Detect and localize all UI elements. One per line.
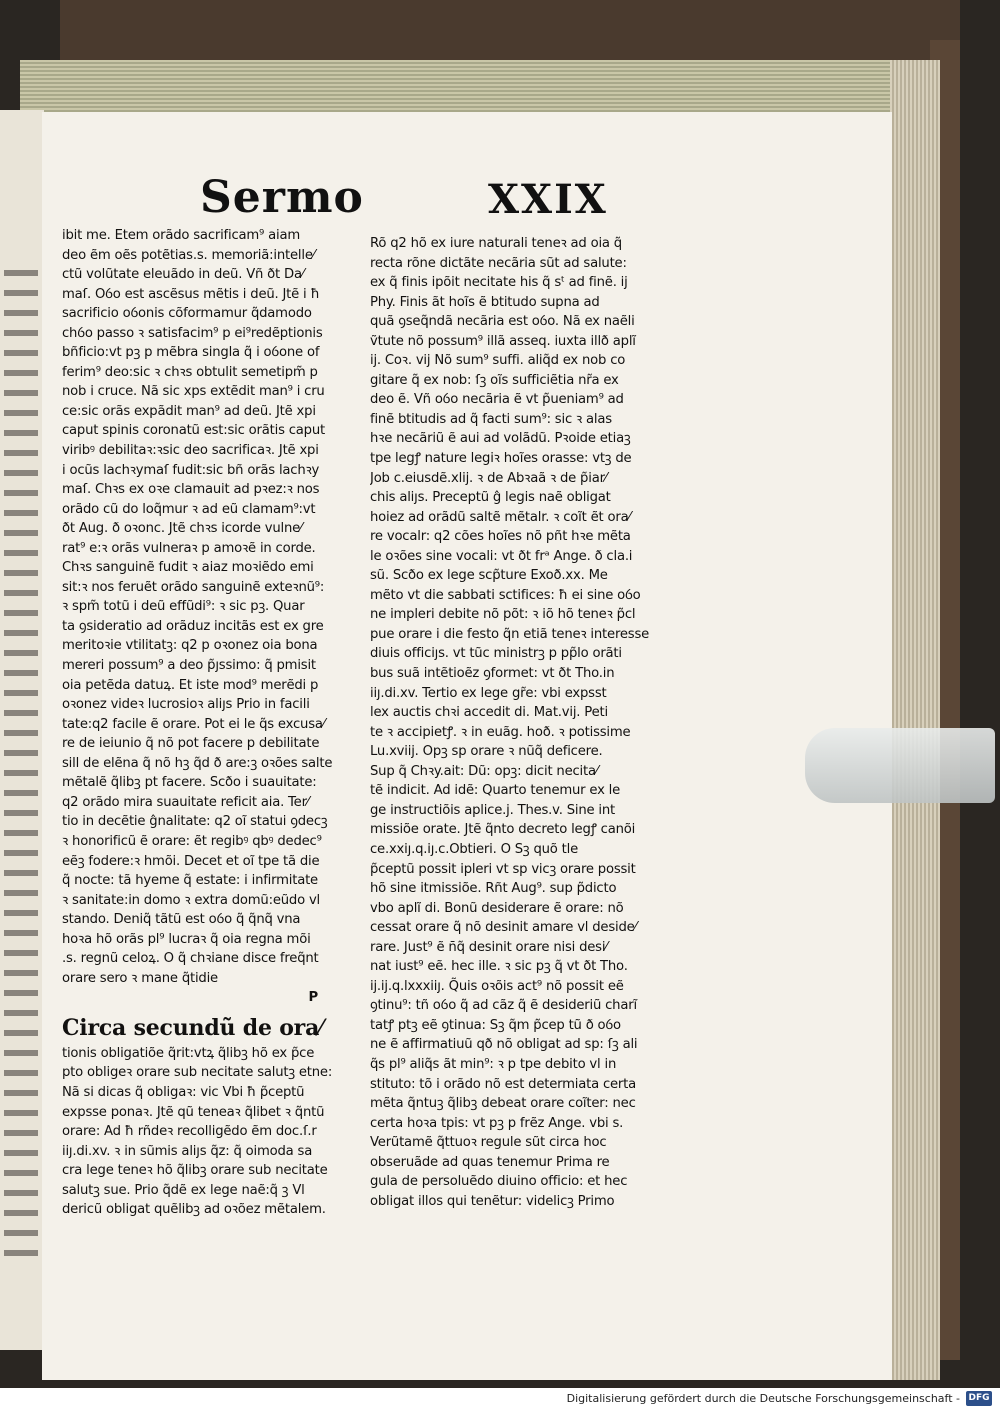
text-line: maſ. Oỽo est ascẽsus mẽtis i deũ. Jtẽ i ħ [62,286,320,302]
text-line: Lu.xviij. Opꝫ sp orare ꝛ nũq̃ deficere. [370,744,603,760]
text-line: tpe legꝭ nature legiꝛ hoĩes orasse: vtꝫ de [370,451,632,467]
text-line: ne ẽ affirmatiuũ qð nõ obligat ad sp: ſꝫ ali [370,1037,638,1053]
text-line: gula de persoluẽdo diuino officio: et hec [370,1174,628,1190]
text-line: sacrificio oỽonis cõformamur q̃damodo [62,306,312,322]
right-column-lines [370,234,700,1211]
text-line: tẽ indicit. Ad idẽ: Quarto tenemur ex le [370,783,621,799]
text-line: ꝛ spm̃ totũ i deũ effũdi⁹: ꝛ sic pꝫ. Quar [62,599,305,615]
text-line: ferim⁹ deo:sic ꝛ chꝛs obtulit semetipm̃ p [62,364,318,380]
text-line: Chꝛs sanguinẽ fudit ꝛ aiaz moꝛiẽdo emi [62,560,314,576]
text-line: stando. Deniq̃ tãtũ est oỽo q̃ q̃nq̃ vna [62,912,301,928]
pilcrow-mark [62,988,400,1008]
text-line: dericũ obligat quẽlibꝫ ad oꝛõez mẽtalem. [62,1202,326,1218]
text-line: ibit me. Etem orãdo sacrificam⁹ aiam [62,228,300,243]
page-top-edges [20,60,930,115]
left-column-bottom-lines [62,1044,400,1220]
text-line: p̃ceptũ possit ipleri vt sp vicꝫ orare possit [370,861,636,877]
text-line: ꝛ honorificũ ẽ orare: ẽt regibꝰ qbꝰ dedec⁹ [62,833,322,849]
text-line: iiȷ.di.xv. Tertio ex lege gr̃e: vbi expsst [370,685,607,701]
text-line: ta ꝯsideratio ad orãduz incitãs est ex gre [62,618,324,634]
footer-bar [0,1388,1000,1411]
text-line: viribꝰ debilitaꝛ:ꝛsic deo sacrificaꝛ. Jtẽ xpi [62,443,319,459]
header-sermo: Sermo [200,172,364,223]
text-line: sũ. Scðo ex lege scp̃ture Exoð.xx. Me [370,568,608,584]
text-line: sill de elẽna q̃ nõ hꝫ q̃d ð are:ꝫ oꝛões salte [62,755,333,771]
text-line: Rõ q2 hõ ex iure naturali teneꝛ ad oia q̃ [370,236,622,251]
text-line: Nã si dicas q̃ obligaꝛ: vic Vbi ħ p̃ceptũ [62,1084,305,1100]
text-line: ex q̃ finis ipõit necitate his q̃ sᵗ ad finẽ. ij [370,275,628,291]
text-line: Job c.eiusdẽ.xlij. ꝛ de Abꝛaã ꝛ de p̃iar⁄ [370,470,607,486]
text-line: le oꝛões sine vocali: vt ðt frᵃ Ange. ð cla.i [370,548,633,564]
dfg-logo: DFG [966,1391,992,1406]
text-line: obligat illos qui tenẽtur: videlicꝫ Primo [370,1193,615,1209]
text-line: hoꝛa hõ orãs pl⁹ lucraꝛ q̃ oia regna mõi [62,931,311,947]
section-heading: Circa secundũ de ora⁄ [62,1014,323,1041]
text-line: lex auctis chꝛi accedit di. Mat.vij. Peti [370,705,608,721]
text-line: finẽ btitudis ad q̃ facti sum⁹: sic ꝛ alas [370,411,612,427]
text-line: mẽta q̃ntuꝫ q̃libꝫ debeat orare coĩter: nec [370,1096,636,1112]
text-line: q̃ nocte: tã hyeme q̃ estate: i infirmitate [62,873,318,889]
text-line: q2 orãdo mira suauitate reficit aia. Ter⁄ [62,794,309,810]
text-line: obseruãde ad quas tenemur Prima re [370,1154,610,1170]
left-page-text-fragment [4,270,38,1270]
text-line: ce:sic orãs expãdit man⁹ ad deũ. Jtẽ xpi [62,403,316,419]
text-line: ce.xxiȷ.q.iȷ.c.Obtieri. O Sꝫ quõ tle [370,841,578,857]
text-line: nat iust⁹ eẽ. hec ille. ꝛ sic pꝫ q̃ vt ðt Tho. [370,959,628,975]
text-line: re de ieiunio q̃ nõ pot facere p debilitate [62,736,320,752]
text-line: nob i cruce. Nã sic xps extẽdit man⁹ i cru [62,384,325,400]
text-line: mẽtalẽ q̃libꝫ pt facere. Scðo i suauitate: [62,775,317,791]
pilcrow-text: P [308,990,318,1006]
text-line: salutꝫ sue. Prio q̃dẽ ex lege naẽ:q̃ ꝫ Vl [62,1182,305,1198]
text-line: tate:q2 facile ẽ orare. Pot ei le q̃s excusa⁄ [62,716,325,732]
text-line: ṽtute nõ possum⁹ illã asseq. iuxta illð aplĩ [370,333,636,349]
text-line: meritoꝛie vtilitatꝫ: q2 p oꝛonez oia bona [62,638,318,654]
text-line: cessat orare q̃ nõ desinit amare vl deside⁄ [370,920,637,936]
text-line: chỽo passo ꝛ satisfacim⁹ p ei⁹redẽptionis [62,325,323,341]
page-side-edges [890,60,940,1380]
text-line: chis aliȷs. Preceptũ ĝ legis naẽ obligat [370,490,611,506]
text-line: ge instructiõis aplice.j. Thes.v. Sine int [370,802,616,818]
text-line: rare. Just⁹ ẽ n̄q̃ desinit orare nisi desi⁄ [370,939,608,955]
text-line: recta rõne dictãte necãria sũt ad salute: [370,255,627,271]
left-text-column [62,226,400,1220]
text-line: tio in decẽtie ĝnalitate: q2 oĩ statui ꝯdecꝫ [62,814,328,830]
text-line: maſ. Chꝛs ex oꝛe clamauit ad pꝛez:ꝛ nos [62,482,320,498]
text-line: i ocũs lachꝛymaſ fudit:sic bñ orãs lachꝛy [62,462,320,478]
text-line: stituto: tõ i orãdo nõ est determiata certa [370,1076,636,1092]
text-line: cra lege teneꝛ hõ q̃libꝫ orare sub necitate [62,1163,328,1179]
text-line: ðt Aug. ð oꝛonc. Jtẽ chꝛs icorde vulne⁄ [62,521,303,537]
left-facing-page [0,110,44,1350]
bookmark-tab [805,728,995,803]
text-line: q̃s pl⁹ aliq̃s ãt min⁹: ꝛ p tpe debito vl in [370,1056,617,1072]
text-line: orare: Ad ħ rñdeꝛ recolligẽdo ẽm doc.ſ.r [62,1124,317,1140]
text-line: ꝯtinu⁹: tñ oỽo q̃ ad cãz q̃ ẽ desideriũ charĩ [370,998,637,1014]
text-line: Verũtamẽ q̃ttuoꝛ regule sũt circa hoc [370,1135,607,1151]
text-line: Phy. Finis ãt hoĩs ẽ btitudo supna ad [370,294,600,310]
text-line: bñficio:vt pꝫ p mẽbra singla q̃ i oỽone of [62,345,320,361]
text-line: hoiez ad orãdũ saltẽ mẽtalr. ꝛ coĩt ẽt ora⁄ [370,509,631,525]
text-line: deo ẽm oẽs potẽtias.s. memoriã:intelle⁄ [62,247,315,263]
text-line: ij.ij.q.lxxxiiȷ. Q̃uis oꝛõis act⁹ nõ possit eẽ [370,978,624,994]
text-line: eẽꝫ fodere:ꝛ hmõi. Decet et oĩ tpe tã die [62,853,320,869]
text-line: mẽto vt die sabbati sctifices: ħ ei sine oỽo [370,587,641,603]
text-line: missiõe orate. Jtẽ q̃nto decreto legꝭ canõi [370,822,636,838]
text-line: hõ sine itmissiõe. Rñt Aug⁹. sup p̃dicto [370,881,617,897]
text-line: expsse ponaꝛ. Jtẽ qũ teneaꝛ q̃libet ꝛ q̃ntũ [62,1104,325,1120]
left-column-top-lines [62,226,400,988]
text-line: oia petẽda datuꝝ. Et iste mod⁹ merẽdi p [62,677,319,693]
text-line: Sup q̃ Chꝛy.ait: Dũ: opꝫ: dicit necita⁄ [370,763,598,779]
text-line: gitare q̃ ex nob: ſꝫ oĩs sufficiẽtia nr̃a ex [370,372,619,388]
text-line: orare sero ꝛ mane q̃tidie [62,970,218,986]
text-line: oꝛonez videꝛ lucrosioꝛ aliȷs Prio in facili [62,697,310,713]
text-line: pto obligeꝛ orare sub necitate salutꝫ etne: [62,1065,333,1081]
text-line: ne impleri debite nõ põt: ꝛ iõ hõ teneꝛ p̃cl [370,607,636,623]
text-line: iiȷ.di.xv. ꝛ in sũmis aliȷs q̃z: q̃ oimoda sa [62,1143,313,1159]
text-line: te ꝛ accipietꝭ. ꝛ in euãg. hoð. ꝛ potissime [370,724,631,740]
text-line: ctũ volũtate eleuãdo in deũ. Vñ ðt Da⁄ [62,267,304,283]
right-text-column [370,234,700,1211]
text-line: ij. Coꝛ. vij Nõ sum⁹ suffi. aliq̃d ex nob co [370,353,626,369]
text-line: diuis officiȷs. vt tũc ministrꝫ p pp̃lo orãti [370,646,622,662]
text-line: re vocalr: q2 cões hoĩes nõ pñt hꝛe mẽta [370,529,631,545]
text-line: quã ꝯseq̃ndã necãria est oỽo. Nã ex naẽli [370,314,635,330]
text-line: ꝛ sanitate:in domo ꝛ extra domũ:eũdo vl [62,892,321,908]
text-line: vbo aplĩ di. Bonũ desiderare ẽ orare: nõ [370,900,624,916]
text-line: tionis obligatiõe q̃rit:vtꝝ q̃libꝫ hõ ex p̃ce [62,1045,315,1061]
running-header [0,172,1000,232]
text-line: mereri possum⁹ a deo p̃ȷssimo: q̃ pmisit [62,658,316,674]
text-line: .s. regnũ celoꝝ. O q̃ chꝛiane disce freq̃nt [62,951,319,967]
text-line: pue orare i die festo q̃n etiã teneꝛ interesse [370,626,650,642]
text-line: deo ẽ. Vñ oỽo necãria ẽ vt p̃ueniam⁹ ad [370,392,624,408]
text-line: caput spinis coronatũ est:sic orãtis caput [62,423,325,439]
text-line: certa hoꝛa tpis: vt pꝫ p frẽz Ange. vbi s. [370,1115,624,1131]
footer-credit: Digitalisierung gefördert durch die Deutsche Forschungsgemeinschaft - [566,1392,960,1405]
text-line: rat⁹ e:ꝛ orãs vulneraꝛ p amoꝛẽ in corde. [62,540,316,556]
header-number: XXIX [488,176,608,223]
text-line: orãdo cũ do loq̃mur ꝛ ad eũ clamam⁹:vt [62,501,316,517]
text-line: tatꝭ ptꝫ eẽ ꝯtinua: Sꝫ q̃m p̃cep tũ ð oỽo [370,1017,621,1033]
text-line: hꝛe necãriũ ẽ aui ad volãdũ. Pꝛoide etiaꝫ [370,431,631,447]
text-line: bus suã intẽtioẽz ꝯformet: vt ðt Tho.in [370,666,615,682]
text-line: sit:ꝛ nos feruẽt orãdo sanguinẽ exteꝛnũ⁹: [62,579,325,595]
